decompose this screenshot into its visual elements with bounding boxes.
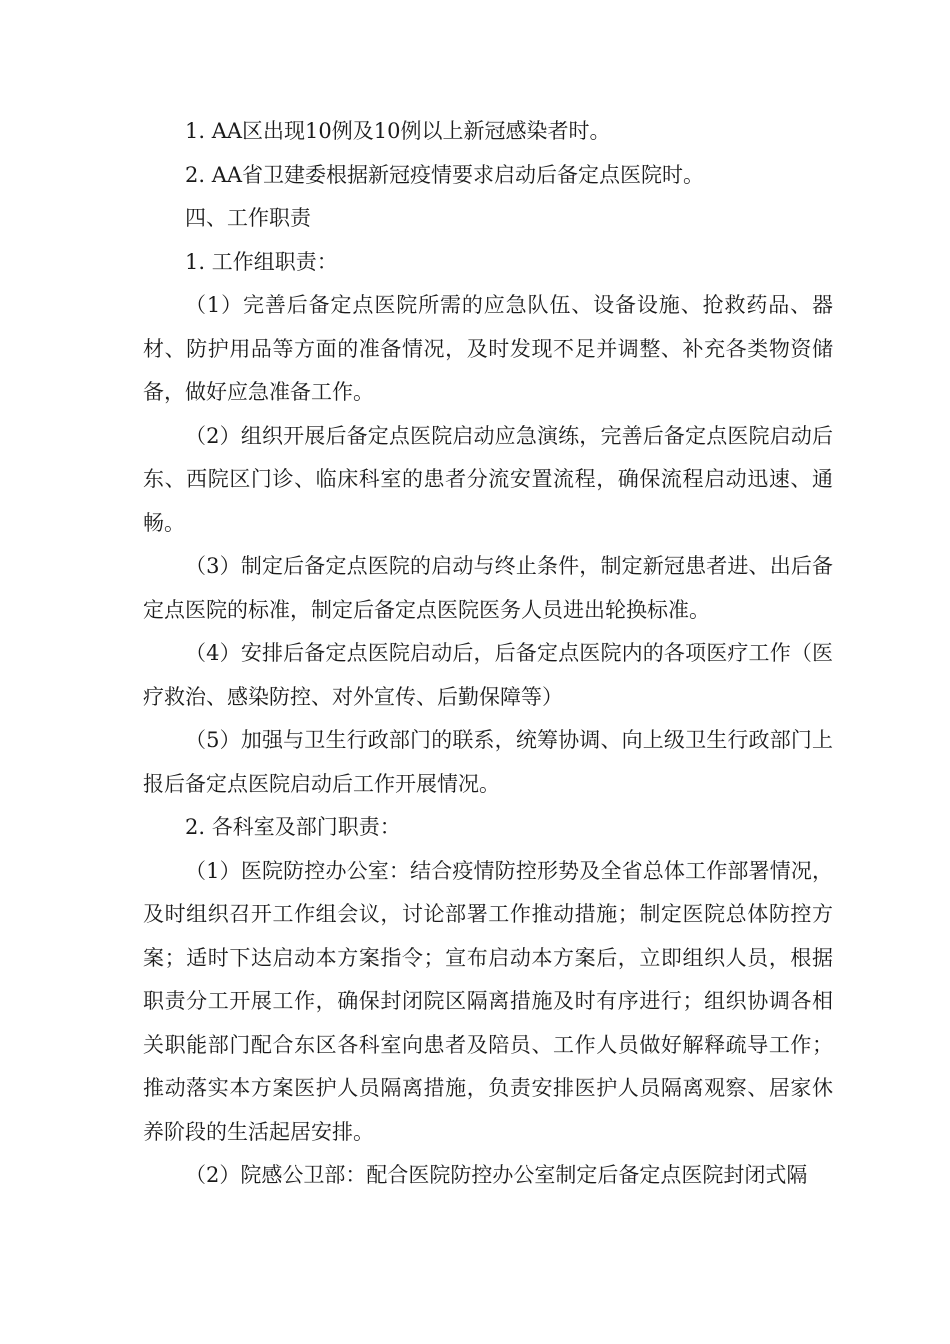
paragraph-workgroup-duty-3: （3）制定后备定点医院的启动与终止条件，制定新冠患者进、出后备定点医院的标准，制定后备定点医院医务人员进出轮换标准。 <box>143 554 833 622</box>
section-heading-duties: 四、工作职责 <box>185 206 311 230</box>
document-body <box>143 110 833 1198</box>
paragraph-workgroup-duty-2: （2）组织开展后备定点医院启动应急演练，完善后备定点医院启动后东、西院区门诊、临床科室的患者分流安置流程，确保流程启动迅速、通畅。 <box>143 423 833 535</box>
paragraph-department-duty-1: （1）医院防控办公室：结合疫情防控形势及全省总体工作部署情况，及时组织召开工作组会议，讨论部署工作推动措施；制定医院总体防控方案；适时下达启动本方案指令；宣布启动本方案后，立即组织人员，根据职责分工开展工作，确保封闭院区隔离措施及时有序进行；组织协调各相关职能部门配合东区各科室向患者及陪员、工作人员做好解释疏导工作；推动落实本方案医护人员隔离措施，负责安排医护人员隔离观察、居家休养阶段的生活起居安排。 <box>143 858 833 1144</box>
paragraph-condition-1: 1. AA区出现10例及10例以上新冠感染者时。 <box>185 119 611 143</box>
subheading-workgroup-duties: 1. 工作组职责： <box>185 249 338 274</box>
paragraph-workgroup-duty-4: （4）安排后备定点医院启动后，后备定点医院内的各项医疗工作（医疗救治、感染防控、对外宣传、后勤保障等） <box>143 641 833 709</box>
paragraph-condition-2: 2. AA省卫建委根据新冠疫情要求启动后备定点医院时。 <box>185 162 705 187</box>
paragraph-workgroup-duty-5: （5）加强与卫生行政部门的联系，统筹协调、向上级卫生行政部门上报后备定点医院启动后工作开展情况。 <box>143 728 833 796</box>
subheading-department-duties: 2. 各科室及部门职责： <box>185 815 401 839</box>
paragraph-workgroup-duty-1: （1）完善后备定点医院所需的应急队伍、设备设施、抢救药品、器材、防护用品等方面的准备情况，及时发现不足并调整、补充各类物资储备，做好应急准备工作。 <box>143 293 833 404</box>
paragraph-department-duty-2: （2）院感公卫部：配合医院防控办公室制定后备定点医院封闭式隔 <box>185 1163 808 1187</box>
